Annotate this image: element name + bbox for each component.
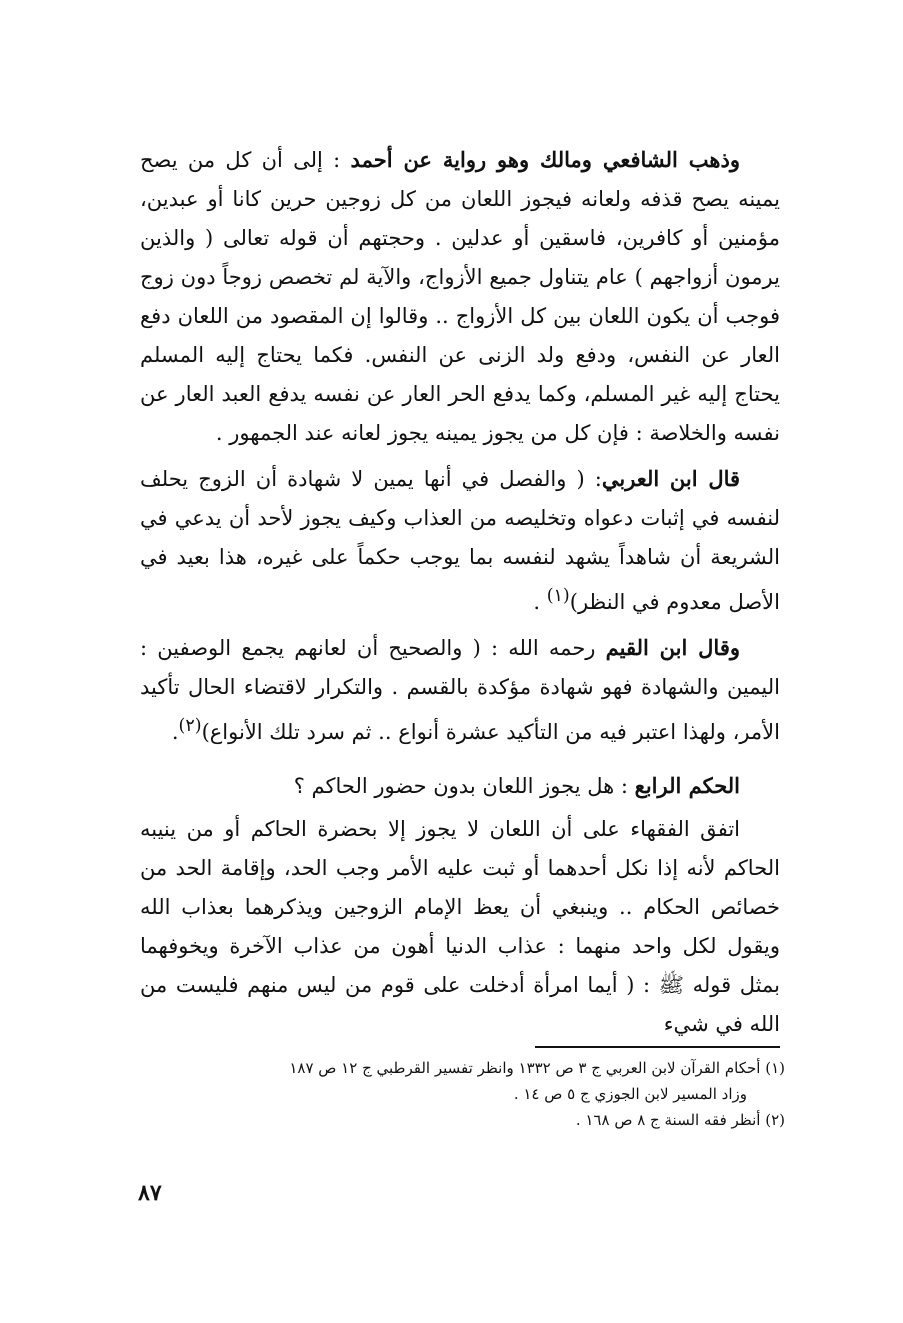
footnote-1-continuation: وزاد المسير لابن الجوزي ج ٥ ص ١٤ . bbox=[513, 1085, 747, 1103]
paragraph-lead: وذهب الشافعي ومالك وهو رواية عن أحمد bbox=[350, 147, 740, 172]
paragraph-text: : إلى أن كل من يصح يمينه يصح قذفه ولعانه فيجوز اللعان من كل زوجين حرين كانا أو عبدين، مؤمنين أو كافرين، فاسقين أو عدلين . وحجتهم أن قوله تعالى ( والذين يرمون أزواجهم ) عام يتناول جميع الأزواج، والآية لم تخصص زوجاً دون زوج فوجب أن يكون اللعان بين كل الأزواج .. وقالوا إن المقصود من اللعان دفع العار عن النفس، ودفع ولد الزنى عن النفس. فكما يحتاج إليه المسلم يحتاج إليه غير المسلم، وكما يدفع الحر العار عن نفسه يدفع العبد العار عن نفسه والخلاصة : فإن كل من يجوز يمينه يجوز لعانه عند الجمهور . bbox=[140, 148, 780, 445]
paragraph-ibn-qayyim bbox=[140, 628, 780, 752]
paragraph-shafii bbox=[140, 140, 780, 453]
footnotes bbox=[140, 1055, 785, 1133]
paragraph-text: اتفق الفقهاء على أن اللعان لا يجوز إلا بحضرة الحاكم أو من ينيبه الحاكم لأنه إذا نكل أحدهما أو ثبت عليه الأمر وجب الحد، وإقامة الحد من خصائص الحكام .. وينبغي أن يعظ الإمام الزوجين ويذكرهما بعذاب الله ويقول لكل واحد منهما : عذاب الدنيا أهون من عذاب الآخرة ويخوفهما بمثل قوله ﷺ : ( أيما امرأة أدخلت على قوم من ليس منهم فليست من الله في شيء bbox=[140, 817, 780, 1036]
footnote-ref: (٢) bbox=[178, 716, 202, 736]
section-heading bbox=[140, 766, 780, 806]
footnote-2: (٢) أنظر فقه السنة ج ٨ ص ١٦٨ . bbox=[575, 1111, 785, 1129]
footnote-ref: (١) bbox=[546, 586, 570, 606]
paragraph-ibn-arabi bbox=[140, 459, 780, 622]
paragraph-text: رحمه الله : ( والصحيح أن لعانهم يجمع الوصفين : اليمين والشهادة فهو شهادة مؤكدة بالقسم . والتكرار لاقتضاء الحال تأكيد الأمر، ولهذا اعتبر فيه من التأكيد عشرة أنواع .. ثم سرد تلك الأنواع) bbox=[140, 636, 780, 744]
page-body bbox=[140, 140, 780, 1044]
footnote-1: (١) أحكام القرآن لابن العربي ج ٣ ص ١٣٣٢ وانظر تفسير القرطبي ج ١٢ ص ١٨٧ bbox=[289, 1059, 785, 1077]
page-number: ٨٧ bbox=[138, 1180, 162, 1206]
heading-lead: الحكم الرابع bbox=[634, 773, 740, 798]
paragraph-lead: وقال ابن القيم bbox=[605, 635, 741, 660]
paragraph-lead: قال ابن العربي bbox=[601, 466, 741, 491]
paragraph-tail: . bbox=[171, 720, 179, 744]
heading-text: : هل يجوز اللعان بدون حضور الحاكم ؟ bbox=[293, 774, 635, 798]
paragraph-fuqaha bbox=[140, 810, 780, 1044]
paragraph-tail: . bbox=[533, 590, 547, 614]
paragraph-text: : ( والفصل في أنها يمين لا شهادة أن الزوج يحلف لنفسه في إثبات دعواه وتخليصه من العذاب وكيف يجوز لأحد أن يدعي في الشريعة أن شاهداً يشهد لنفسه بما يوجب حكماً على غيره، هذا بعيد في الأصل معدوم في النظر) bbox=[140, 467, 780, 614]
footnote-divider bbox=[535, 1046, 780, 1048]
